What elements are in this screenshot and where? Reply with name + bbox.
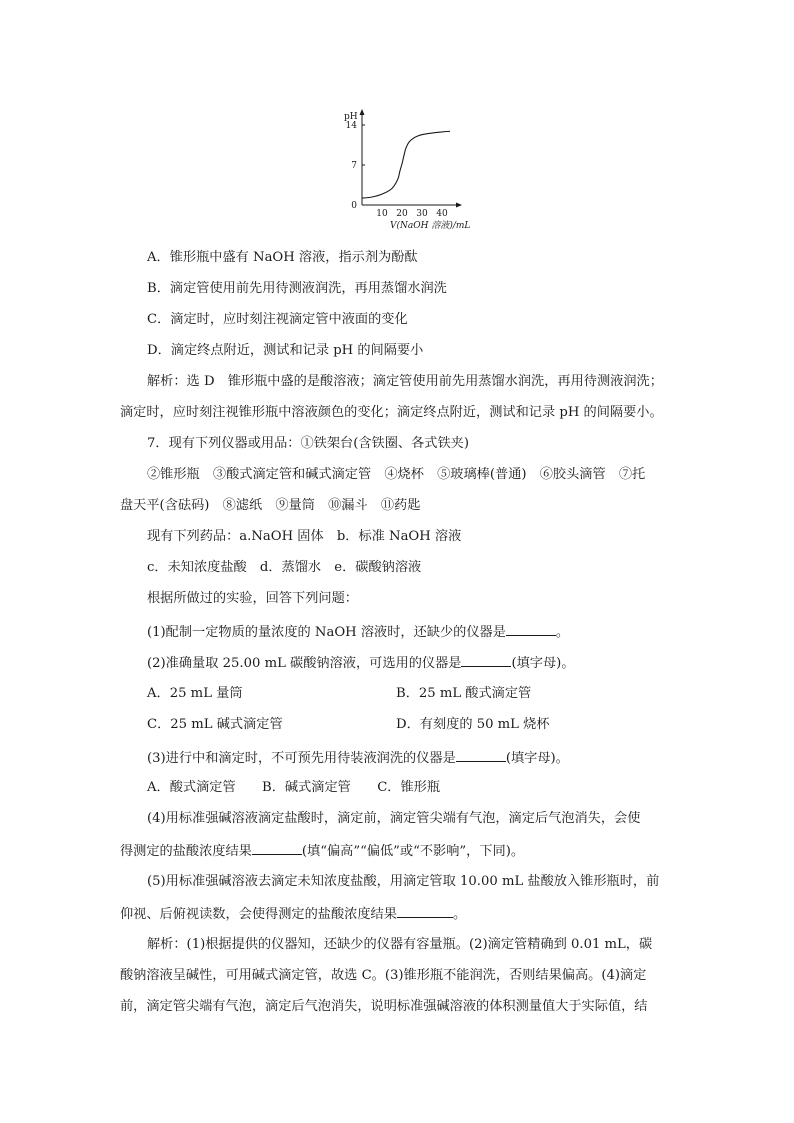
sub-question-5: (5)用标准强碱溶液去滴定未知浓度盐酸，用滴定管取 10.00 mL 盐酸放入锥形瓶时，前	[147, 874, 660, 889]
answer-analysis: 解析：(1)根据提供的仪器知，还缺少的仪器有容量瓶。(2)滴定管精确到 0.01 mL，碳	[147, 937, 653, 952]
instrument-list: 盘天平(含砝码) ⑧滤纸 ⑨量筒 ⑩漏斗 ⑪药匙	[120, 498, 421, 513]
choice-d: D．有刻度的 50 mL 烧杯	[396, 717, 550, 732]
y-axis-label: pH	[344, 112, 358, 122]
answer-blank	[456, 748, 506, 762]
question-7-intro: 7．现有下列仪器或用品：①铁架台(含铁圈、各式铁夹)	[147, 436, 469, 451]
answer-analysis: 酸钠溶液呈碱性，可用碱式滴定管，故选 C。(3)锥形瓶不能润洗，否则结果偏高。(4)滴定	[120, 968, 647, 983]
choice-c: C．25 mL 碱式滴定管	[147, 717, 283, 732]
sub-question-end: 。	[452, 907, 467, 922]
x-tick-label: 40	[436, 209, 448, 219]
ph-curve	[362, 131, 450, 198]
answer-blank	[506, 622, 556, 636]
choice-b: B．25 mL 酸式滴定管	[396, 686, 532, 701]
analysis-line: 滴定时，应时刻注视锥形瓶中溶液颜色的变化；滴定终点附近，测试和记录 pH 的间隔要小。	[120, 405, 663, 420]
sub-question-1	[147, 622, 569, 642]
x-tick-label: 20	[396, 209, 408, 219]
answer-blank	[252, 841, 302, 855]
sub-question-2	[147, 653, 575, 673]
sub-question-text: 仰视、后俯视读数，会使得测定的盐酸浓度结果	[120, 907, 397, 922]
sub-question-end: (填字母)。	[505, 751, 569, 766]
chart-axes	[360, 109, 463, 208]
drug-list: c．未知浓度盐酸 d．蒸馏水 e．碳酸钠溶液	[147, 560, 422, 575]
option-a: A．锥形瓶中盛有 NaOH 溶液，指示剂为酚酞	[147, 250, 418, 265]
sub-question-5-cont	[120, 904, 466, 924]
option-d: D．滴定终点附近，测试和记录 pH 的间隔要小	[147, 343, 424, 358]
sub-question-4: (4)用标准强碱溶液滴定盐酸时，滴定前，滴定管尖端有气泡，滴定后气泡消失，会使	[147, 811, 641, 826]
y-tick-label: 0	[351, 201, 357, 211]
y-tick-label: 7	[351, 161, 357, 171]
sub-question-text: (2)准确量取 25.00 mL 碳酸钠溶液，可选用的仪器是	[147, 656, 462, 671]
sub-question-end: (填字母)。	[511, 656, 575, 671]
chart-ticks	[346, 121, 448, 219]
question-prompt: 根据所做过的实验，回答下列问题：	[147, 591, 358, 606]
answer-blank	[461, 653, 511, 667]
x-tick-label: 30	[416, 209, 428, 219]
x-axis-label: V(NaOH 溶液)/mL	[390, 221, 470, 231]
answer-blank	[397, 904, 453, 918]
drug-list: 现有下列药品：a.NaOH 固体 b．标准 NaOH 溶液	[147, 529, 462, 544]
sub-question-end: (填“偏高”“偏低”或“不影响”，下同)。	[301, 844, 525, 859]
sub-question-end: 。	[555, 625, 570, 640]
option-b: B．滴定管使用前先用待测液润洗，再用蒸馏水润洗	[147, 281, 447, 296]
choice-a: A．25 mL 量筒	[147, 686, 243, 701]
sub-question-3	[147, 748, 569, 768]
y-tick-label: 14	[345, 121, 357, 131]
option-c: C．滴定时，应时刻注视滴定管中液面的变化	[147, 312, 408, 327]
instrument-list: ②锥形瓶 ③酸式滴定管和碱式滴定管 ④烧杯 ⑤玻璃棒(普通) ⑥胶头滴管 ⑦托	[147, 467, 646, 482]
x-tick-label: 10	[376, 209, 388, 219]
titration-curve-chart	[340, 105, 470, 233]
analysis-line: 解析：选 D 锥形瓶中盛的是酸溶液；滴定管使用前先用蒸馏水润洗，再用待测液润洗；	[147, 374, 663, 389]
answer-analysis: 前，滴定管尖端有气泡，滴定后气泡消失，说明标准强碱溶液的体积测量值大于实际值，结	[120, 999, 648, 1014]
sub-question-4-cont	[120, 841, 524, 861]
sub-question-text: 得测定的盐酸浓度结果	[120, 844, 252, 859]
sub-question-text: (1)配制一定物质的量浓度的 NaOH 溶液时，还缺少的仪器是	[147, 625, 506, 640]
sub-question-text: (3)进行中和滴定时，不可预先用待装液润洗的仪器是	[147, 751, 456, 766]
sub-question-3-choices: A．酸式滴定管 B．碱式滴定管 C．锥形瓶	[147, 780, 441, 795]
